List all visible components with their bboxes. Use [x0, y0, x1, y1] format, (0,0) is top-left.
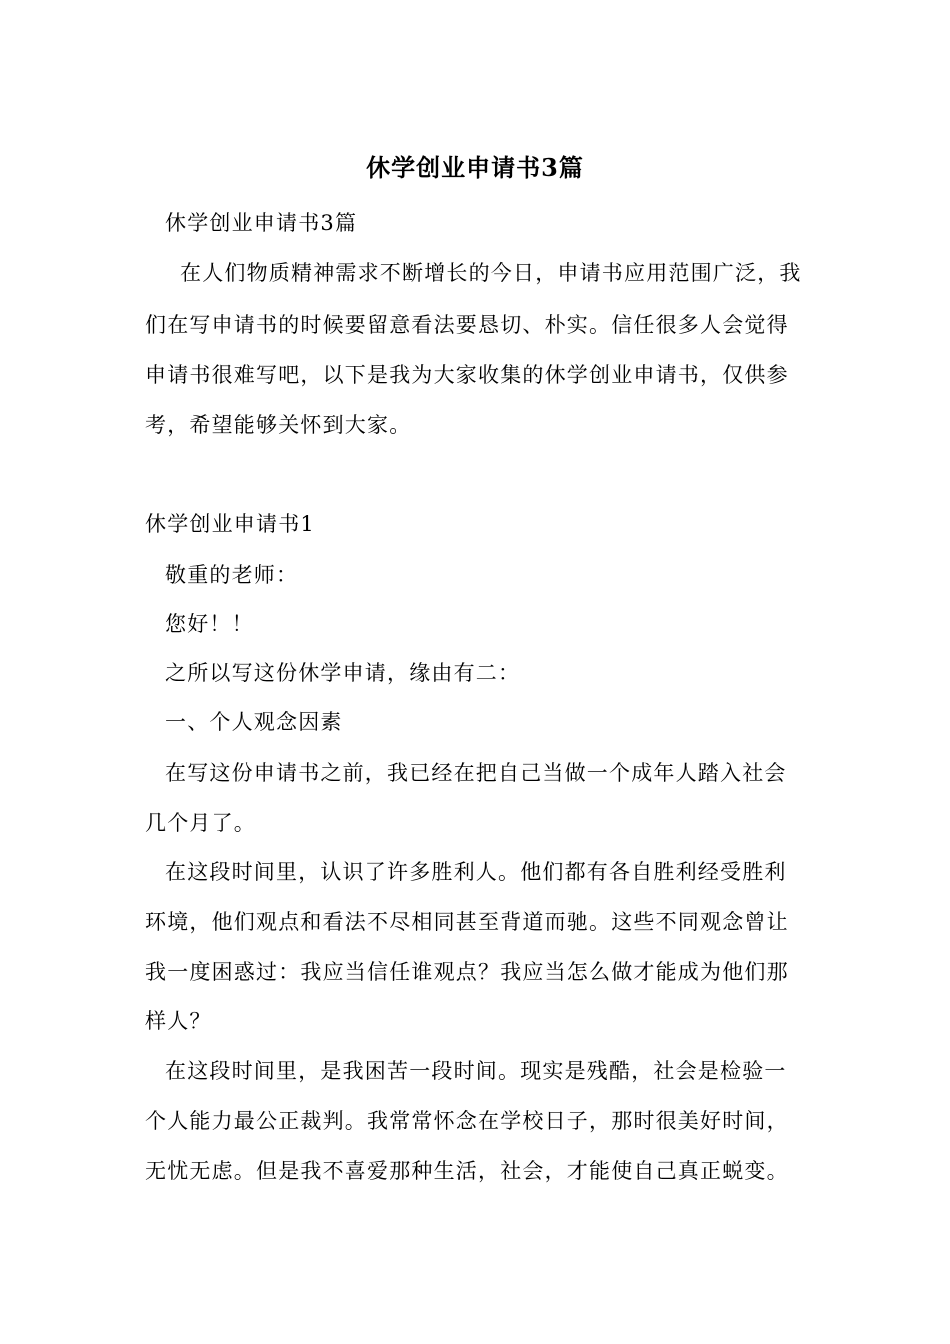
paragraph-3-line-3: 无忧无虑。但是我不喜爱那种生活，社会，才能使自己真正蜕变。 [145, 1159, 789, 1183]
document-title: 休学创业申请书3篇 [366, 153, 584, 182]
paragraph-1-line-1: 在写这份申请书之前，我已经在把自己当做一个成年人踏入社会 [165, 761, 787, 785]
paragraph-2-line-3: 我一度困惑过：我应当信任谁观点？我应当怎么做才能成为他们那 [145, 960, 789, 984]
paragraph-1-line-2: 几个月了。 [145, 811, 256, 835]
greeting: 您好！！ [165, 612, 254, 636]
paragraph-3-line-2: 个人能力最公正裁判。我常常怀念在学校日子，那时很美好时间， [145, 1109, 789, 1133]
section-heading: 休学创业申请书1 [145, 512, 315, 536]
paragraph-2-line-2: 环境，他们观点和看法不尽相同甚至背道而驰。这些不同观念曾让 [145, 910, 789, 934]
subtitle-line: 休学创业申请书3篇 [165, 211, 358, 235]
reason-intro: 之所以写这份休学申请，缘由有二： [165, 661, 521, 685]
paragraph-2-line-4: 样人？ [145, 1009, 212, 1033]
paragraph-3-line-1: 在这段时间里，是我困苦一段时间。现实是残酷，社会是检验一 [165, 1059, 787, 1083]
intro-line-1: 在人们物质精神需求不断增长的今日，申请书应用范围广泛，我 [180, 261, 802, 285]
reason-heading-1: 一、个人观念因素 [165, 710, 343, 734]
paragraph-2-line-1: 在这段时间里，认识了许多胜利人。他们都有各自胜利经受胜利 [165, 860, 787, 884]
salutation: 敬重的老师： [165, 563, 299, 587]
intro-line-3: 申请书很难写吧，以下是我为大家收集的休学创业申请书，仅供参 [145, 363, 789, 387]
intro-line-2: 们在写申请书的时候要留意看法要恳切、朴实。信任很多人会觉得 [145, 313, 789, 337]
intro-line-4: 考，希望能够关怀到大家。 [145, 413, 412, 437]
